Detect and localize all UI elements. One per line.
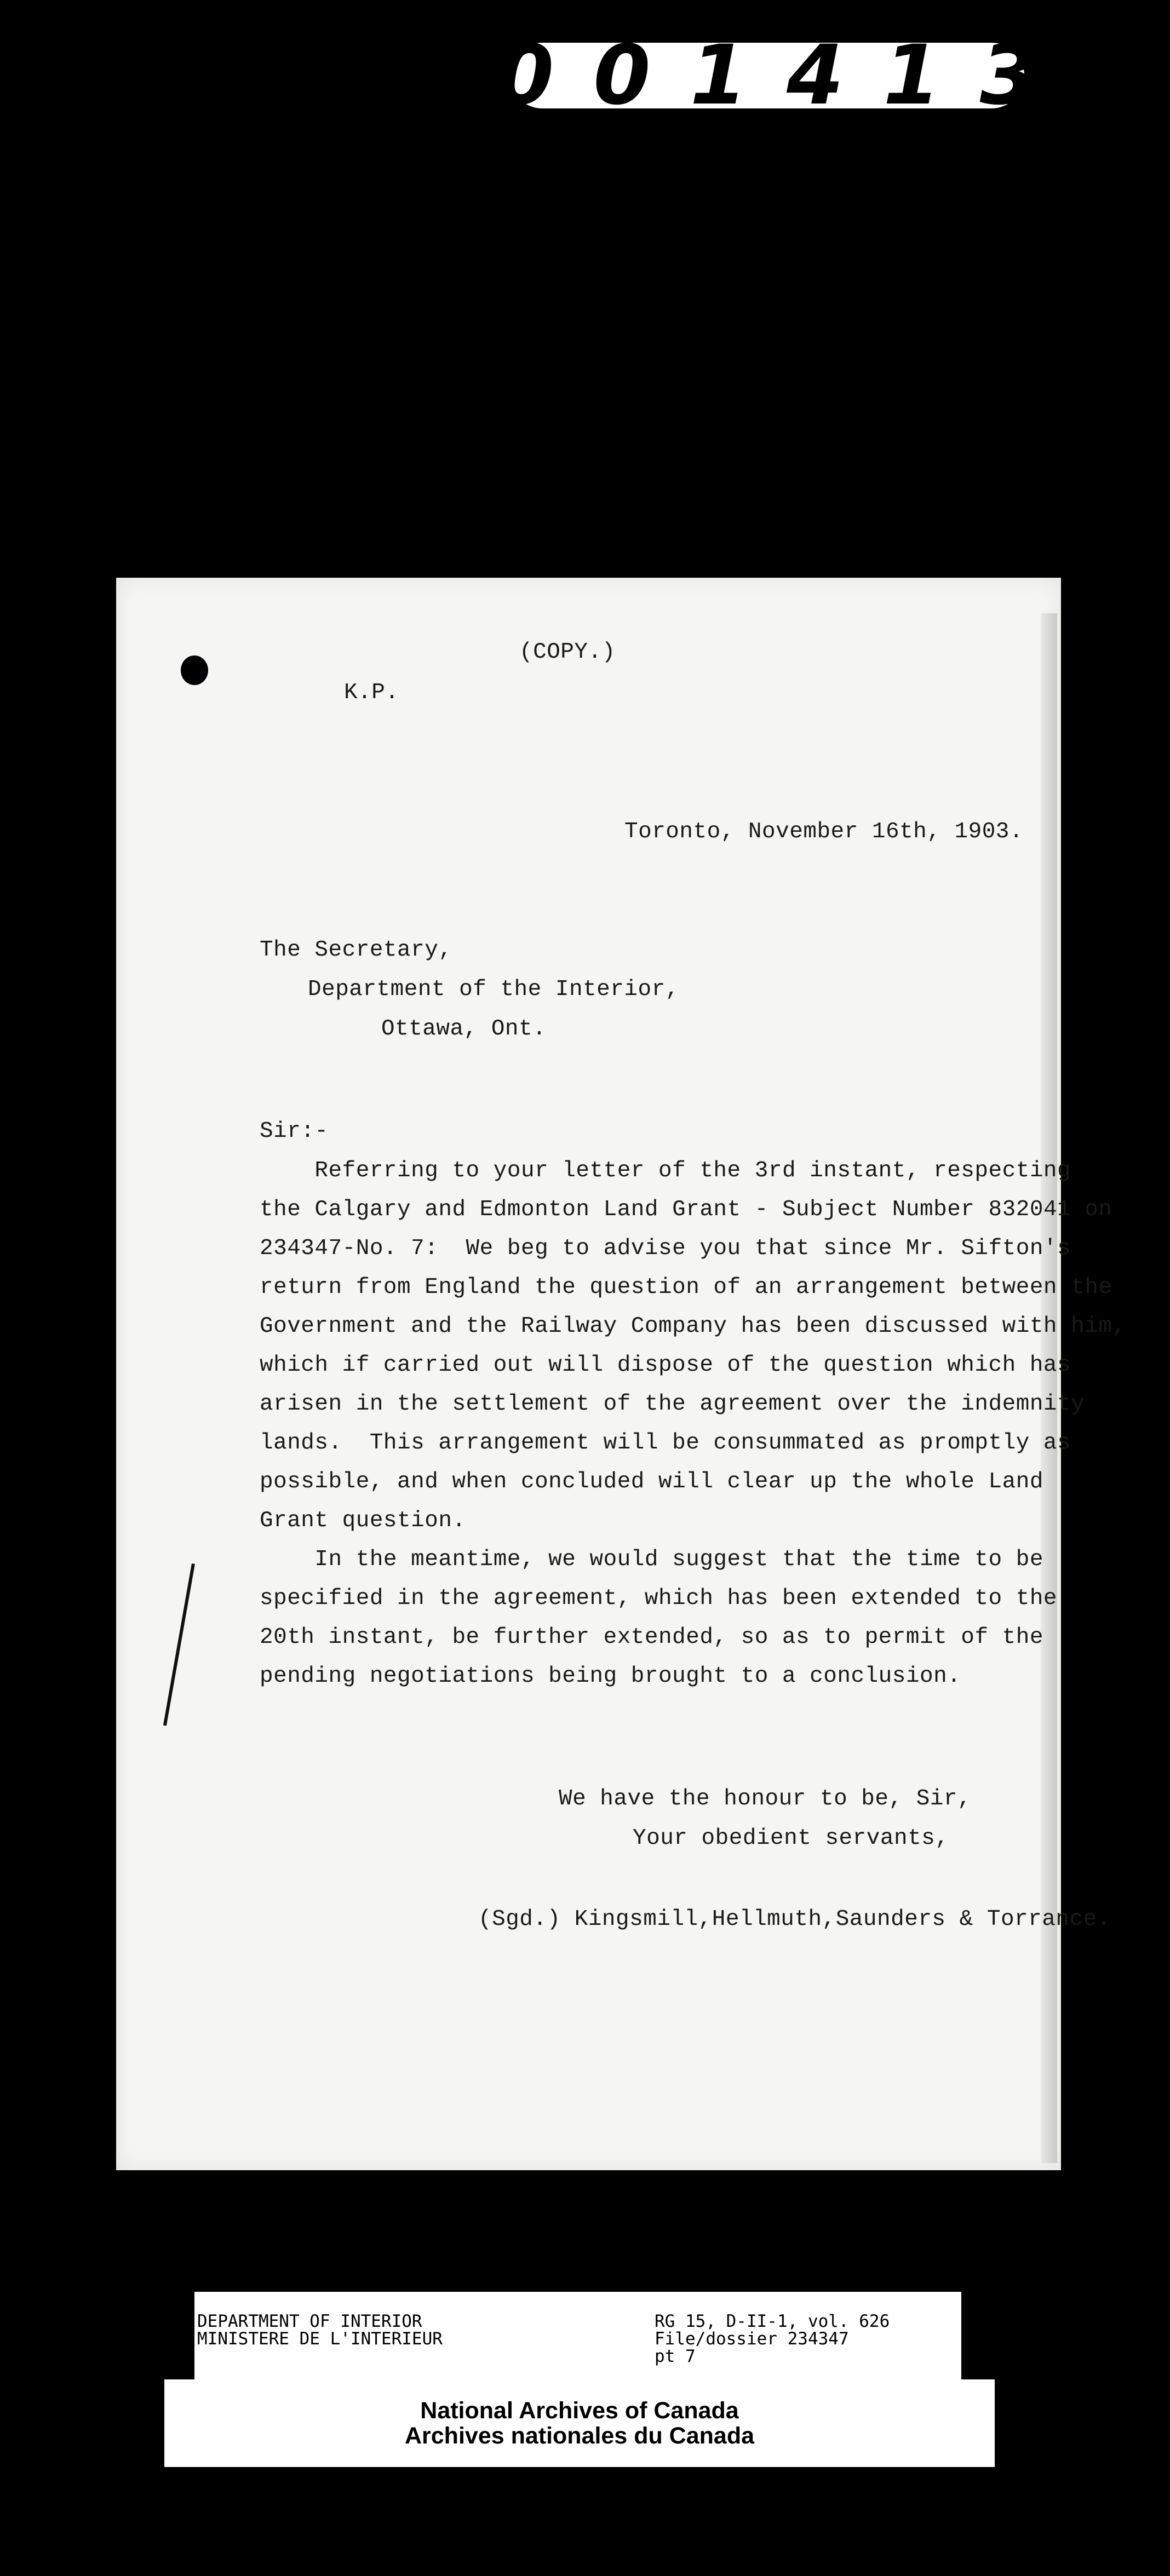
recipient-line: The Secretary,	[260, 938, 452, 963]
institution-label	[164, 2379, 995, 2467]
signature-line: (Sgd.) Kingsmill,Hellmuth,Saunders & Torrance.	[478, 1907, 1111, 1932]
body-line: which if carried out will dispose of the question which has	[260, 1353, 1071, 1378]
salutation: Sir:-	[260, 1119, 329, 1144]
body-line: specified in the agreement, which has been extended to the	[260, 1586, 1058, 1611]
reference-line: File/dossier 234347	[655, 2329, 849, 2349]
body-line: the Calgary and Edmonton Land Grant - Subject Number 832041 on	[260, 1197, 1112, 1222]
department-block	[197, 2313, 443, 2348]
body-line: 234347-No. 7: We beg to advise you that since Mr. Sifton's	[260, 1236, 1071, 1261]
reference-block	[655, 2313, 890, 2365]
body-line: pending negotiations being brought to a conclusion.	[260, 1664, 961, 1689]
department-fr: MINISTERE DE L'INTERIEUR	[197, 2329, 443, 2349]
body-line: In the meantime, we would suggest that the time to be	[260, 1547, 1043, 1572]
date-line: Toronto, November 16th, 1903.	[624, 819, 1024, 844]
body-line: arisen in the settlement of the agreement over the indemnity	[260, 1392, 1085, 1417]
document-number-stamp	[496, 28, 1077, 123]
closing-line: Your obedient servants,	[633, 1826, 949, 1851]
body-line: Government and the Railway Company has been discussed with him,	[260, 1314, 1126, 1339]
institution-name-fr: Archives nationales du Canada	[404, 2423, 755, 2449]
copy-label: (COPY.)	[519, 640, 616, 665]
body-line: possible, and when concluded will clear up the whole Land	[260, 1469, 1043, 1494]
initials: K.P.	[344, 680, 399, 705]
department-en: DEPARTMENT OF INTERIOR	[197, 2312, 422, 2331]
reference-line: pt 7	[655, 2347, 696, 2366]
recipient-line: Department of the Interior,	[308, 977, 679, 1002]
body-line: Grant question.	[260, 1508, 466, 1533]
closing-line: We have the honour to be, Sir,	[559, 1786, 972, 1812]
body-line: return from England the question of an arrangement between the	[260, 1275, 1112, 1300]
body-line: lands. This arrangement will be consummated as promptly as	[260, 1430, 1071, 1456]
reference-line: RG 15, D-II-1, vol. 626	[655, 2312, 890, 2331]
archive-reference-label	[194, 2292, 961, 2379]
institution-name-en: National Archives of Canada	[420, 2397, 739, 2424]
punch-hole	[181, 656, 208, 685]
body-line: Referring to your letter of the 3rd instant, respecting	[260, 1158, 1071, 1183]
document-number: 001413	[496, 28, 1077, 123]
body-line: 20th instant, be further extended, so as to permit of the	[260, 1625, 1043, 1650]
recipient-line: Ottawa, Ont.	[381, 1016, 547, 1042]
